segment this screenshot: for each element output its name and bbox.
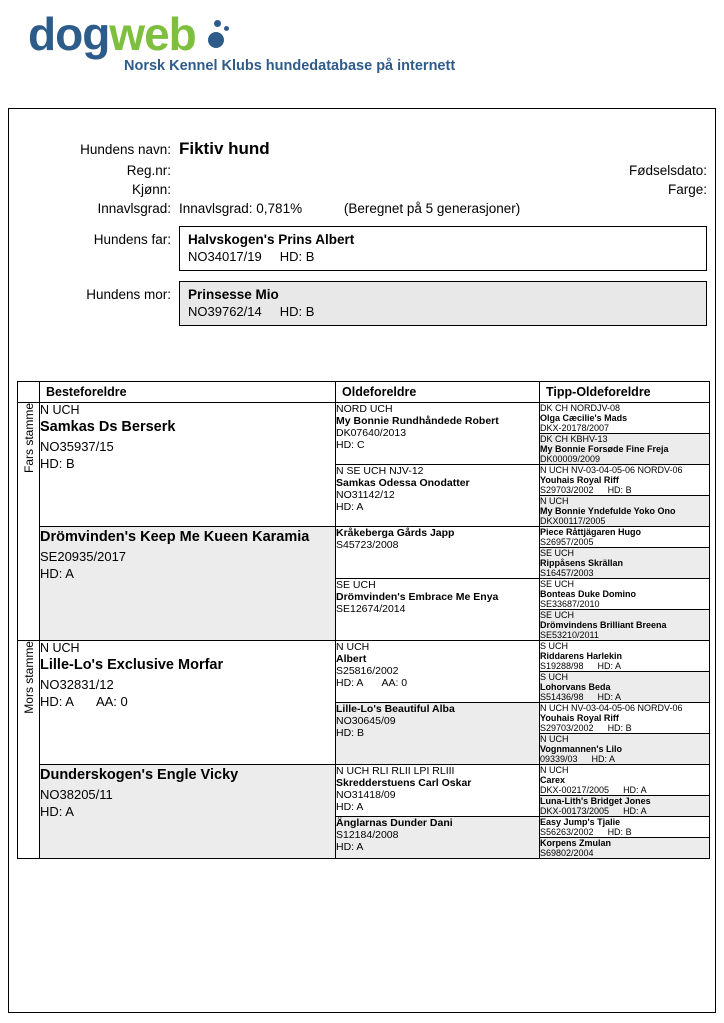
greatgrandparent-cell-7[interactable]: N UCH RLI RLII LPI RLIII Skredderstuens Carl Oskar NO31418/09 HD: A (336, 765, 540, 817)
paw-dots-icon (196, 18, 236, 58)
father-details (188, 249, 698, 264)
sex-value (179, 182, 483, 197)
document-frame (8, 108, 716, 1013)
father-row (9, 226, 715, 271)
tipp-oldeforeldre-cell-4[interactable]: N UCH My Bonnie Yndefulde Yoko Ono DKX00117/2005 (540, 496, 710, 527)
grandparent-cell-3[interactable]: N UCH Lille-Lo's Exclusive Morfar NO32831/12 HD: A AA: 0 (40, 641, 336, 765)
table-row (18, 765, 710, 796)
logo-wordmark (28, 8, 548, 60)
father-regnr: NO34017/19 (188, 249, 262, 264)
grandparent-cell-2[interactable]: Drömvinden's Keep Me Kueen Karamia SE20935/2017 HD: A (40, 527, 336, 641)
greatgrandparent-cell-2[interactable]: N SE UCH NJV-12 Samkas Odessa Onodatter NO31142/12 HD: A (336, 465, 540, 527)
tipp-oldeforeldre-cell-7[interactable]: SE UCH Bonteas Duke Domino SE33687/2010 (540, 579, 710, 610)
dog-name-value: Fiktiv hund (179, 139, 270, 158)
table-row (18, 527, 710, 548)
tipp-oldeforeldre-cell-16[interactable]: Korpens Zmulan S69802/2004 (540, 838, 710, 859)
father-label: Hundens far: (93, 232, 171, 247)
sex-label: Kjønn: (131, 182, 171, 197)
inbreeding-row (9, 201, 715, 216)
mother-regnr: NO39762/14 (188, 304, 262, 319)
sex-color-row (9, 182, 715, 197)
inbreeding-label: Innavlsgrad: (97, 201, 171, 216)
inbreeding-values (179, 201, 715, 216)
mother-name: Prinsesse Mio (188, 287, 279, 302)
tipp-oldeforeldre-cell-12[interactable]: N UCH Vognmannen's Lilo 09339/03 HD: A (540, 734, 710, 765)
logo-text-web: web (109, 8, 196, 60)
header-greatgrandparents: Oldeforeldre (336, 382, 540, 403)
grandparent-cell-1[interactable]: N UCH Samkas Ds Berserk NO35937/15 HD: B (40, 403, 336, 527)
header-tipp-oldeforeldre: Tipp-Oldeforeldre (540, 382, 710, 403)
side-label-father: Fars stamme (18, 403, 40, 641)
father-box[interactable] (179, 226, 707, 271)
pedigree-header-row (18, 382, 710, 403)
dog-name-label: Hundens navn: (80, 142, 171, 157)
logo-text-dog: dog (28, 8, 110, 60)
tipp-oldeforeldre-cell-8[interactable]: SE UCH Drömvindens Brilliant Breena SE53210/2011 (540, 610, 710, 641)
tipp-oldeforeldre-cell-15[interactable]: Easy Jump's Tjalie S56263/2002 HD: B (540, 817, 710, 838)
greatgrandparent-cell-1[interactable]: NORD UCH My Bonnie Rundhåndede Robert DK07640/2013 HD: C (336, 403, 540, 465)
dog-info-section (9, 109, 715, 326)
father-hd: HD: B (279, 249, 315, 264)
mother-label: Hundens mor: (86, 287, 171, 302)
tipp-oldeforeldre-cell-5[interactable]: Piece Råttjägaren Hugo S26957/2005 (540, 527, 710, 548)
dog-name-row (9, 139, 715, 159)
regnr-birthdate-row (9, 163, 715, 178)
tipp-oldeforeldre-cell-1[interactable]: DK CH NORDJV-08 Olga Cæcilie's Mads DKX-20178/2007 (540, 403, 710, 434)
mother-hd: HD: B (279, 304, 315, 319)
dogweb-logo (28, 8, 548, 88)
tipp-oldeforeldre-cell-10[interactable]: S UCH Lohorvans Beda S51436/98 HD: A (540, 672, 710, 703)
header-side (18, 382, 40, 403)
color-label: Farge: (667, 182, 707, 197)
mother-box[interactable] (179, 281, 707, 326)
inbreeding-value: Innavlsgrad: 0,781% (179, 201, 303, 216)
greatgrandparent-cell-5[interactable]: N UCH Albert S25816/2002 HD: A AA: 0 (336, 641, 540, 703)
regnr-value (179, 163, 483, 178)
tipp-oldeforeldre-cell-13[interactable]: N UCH Carex DKX-00217/2005 HD: A (540, 765, 710, 796)
birthdate-label: Fødselsdato: (628, 163, 707, 178)
tipp-oldeforeldre-cell-6[interactable]: SE UCH Rippåsens Skrällan S16457/2003 (540, 548, 710, 579)
tipp-oldeforeldre-cell-11[interactable]: N UCH NV-03-04-05-06 NORDV-06 Youhais Royal Riff S29703/2002 HD: B (540, 703, 710, 734)
grandparent-cell-4[interactable]: Dunderskogen's Engle Vicky NO38205/11 HD: A (40, 765, 336, 859)
table-row (18, 403, 710, 434)
tipp-oldeforeldre-cell-9[interactable]: S UCH Riddarens Harlekin S19288/98 HD: A (540, 641, 710, 672)
greatgrandparent-cell-3[interactable]: Kråkeberga Gårds Japp S45723/2008 (336, 527, 540, 579)
tipp-oldeforeldre-cell-2[interactable]: DK CH KBHV-13 My Bonnie Forsøde Fine Freja DK00009/2009 (540, 434, 710, 465)
side-label-mother: Mors stamme (18, 641, 40, 859)
inbreeding-note: (Beregnet på 5 generasjoner) (343, 201, 521, 216)
pedigree-table (17, 381, 710, 859)
tipp-oldeforeldre-cell-3[interactable]: N UCH NV-03-04-05-06 NORDV-06 Youhais Royal Riff S29703/2002 HD: B (540, 465, 710, 496)
logo-tagline: Norsk Kennel Klubs hundedatabase på internett (124, 58, 456, 74)
father-name: Halvskogen's Prins Albert (188, 232, 355, 247)
greatgrandparent-cell-8[interactable]: Änglarnas Dunder Dani S12184/2008 HD: A (336, 817, 540, 859)
regnr-label: Reg.nr: (126, 163, 171, 178)
greatgrandparent-cell-6[interactable]: Lille-Lo's Beautiful Alba NO30645/09 HD: B (336, 703, 540, 765)
table-row (18, 641, 710, 672)
mother-row (9, 281, 715, 326)
header-grandparents: Besteforeldre (40, 382, 336, 403)
greatgrandparent-cell-4[interactable]: SE UCH Drömvinden's Embrace Me Enya SE12674/2014 (336, 579, 540, 641)
mother-details (188, 304, 698, 319)
tipp-oldeforeldre-cell-14[interactable]: Luna-Lith's Bridget Jones DKX-00173/2005 HD: A (540, 796, 710, 817)
